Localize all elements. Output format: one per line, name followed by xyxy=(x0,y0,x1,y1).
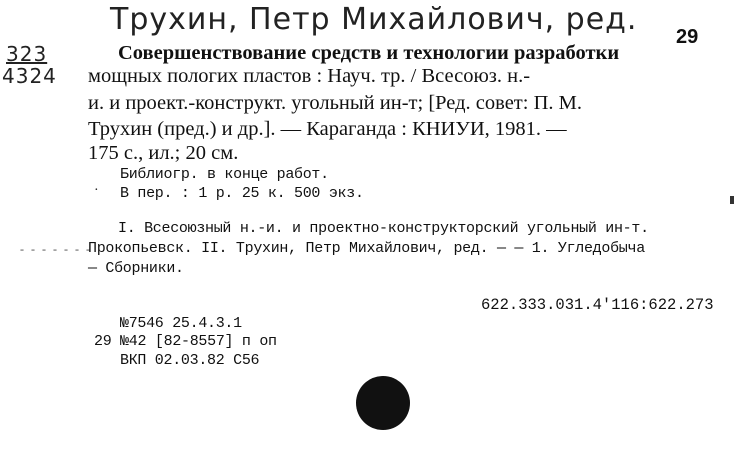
footer-line-3: ВКП 02.03.82 С56 xyxy=(120,352,260,369)
page-number: 29 xyxy=(676,26,699,48)
title-line-1: Совершенствование средств и технологии разработки xyxy=(118,42,620,64)
footer-line-1: №7546 25.4.3.1 xyxy=(120,315,242,332)
shelfmark-line-1: 323 xyxy=(6,42,48,66)
note-price: В пер. : 1 р. 25 к. 500 экз. xyxy=(120,185,364,202)
title-line-4: Трухин (пред.) и др.]. — Караганда : КНИУИ, 1981. — xyxy=(88,118,567,140)
udc-code: 622.333.031.4'116:622.273 xyxy=(481,296,714,314)
title-line-5: 175 с., ил.; 20 см. xyxy=(88,142,239,164)
handwritten-heading: Трухин, Петр Михайлович, ред. xyxy=(110,2,638,37)
tracing-line-2: Прокопьевск. II. Трухин, Петр Михайлович, ред. — — 1. Угледобыча xyxy=(88,240,645,257)
edge-mark xyxy=(730,196,734,204)
punch-hole xyxy=(356,376,410,430)
bullet-mark: · xyxy=(94,183,99,198)
title-line-3: и. и проект.-конструкт. угольный ин-т; [Ред. совет: П. М. xyxy=(88,92,582,114)
tracing-line-3: — Сборники. xyxy=(88,260,184,277)
footer-line-2: 29 №42 [82-8557] п оп xyxy=(94,333,277,350)
note-bibliography: Библиогр. в конце работ. xyxy=(120,166,329,183)
title-line-2: мощных пологих пластов : Науч. тр. / Всесоюз. н.- xyxy=(88,65,531,87)
side-dashes: - - - - - - - xyxy=(20,242,92,256)
tracing-line-1: I. Всесоюзный н.-и. и проектно-конструкторский угольный ин-т. xyxy=(118,220,649,237)
shelfmark-line-2: 4324 xyxy=(2,64,57,88)
